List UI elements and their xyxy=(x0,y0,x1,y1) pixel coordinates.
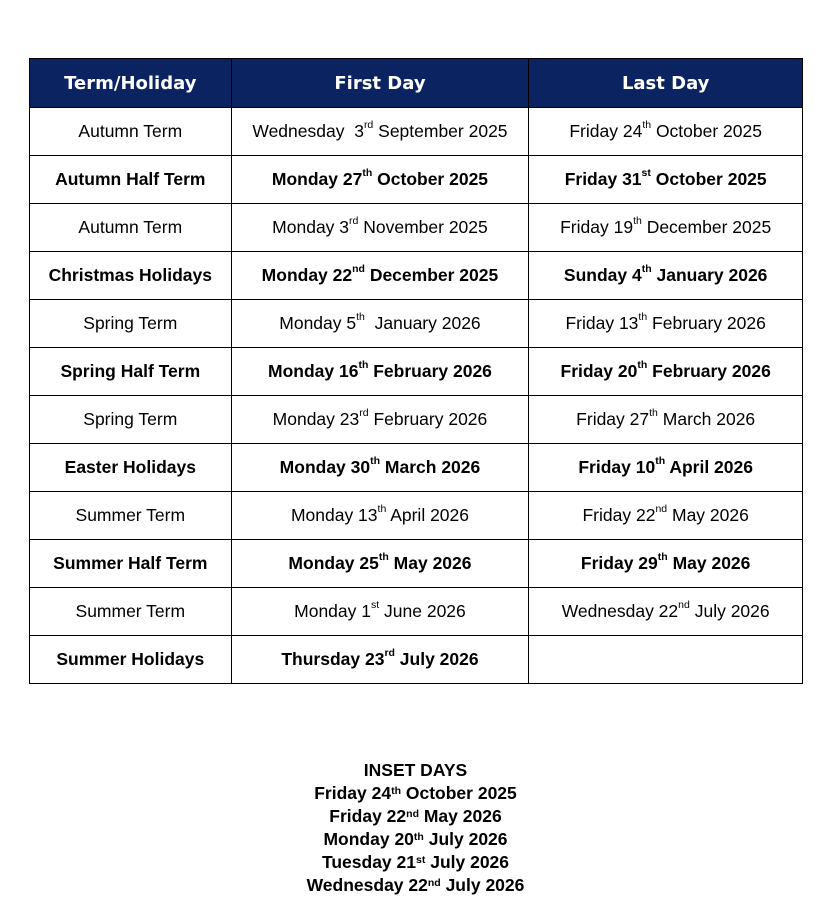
date-text: April 2026 xyxy=(665,457,753,477)
first-day-cell xyxy=(231,108,529,156)
inset-title: INSET DAYS xyxy=(363,760,468,780)
first-day-cell xyxy=(231,588,529,636)
date-text: July 2026 xyxy=(425,852,510,872)
date-text: January 2026 xyxy=(364,313,481,333)
date-text: July 2026 xyxy=(689,601,770,621)
date-ordinal: nd xyxy=(678,599,690,611)
date-text: Monday 16 xyxy=(268,361,359,381)
date-ordinal: th xyxy=(362,167,373,179)
table-body xyxy=(30,108,803,684)
date-text: March 2026 xyxy=(380,457,481,477)
date-text: February 2026 xyxy=(368,361,492,381)
date-text: Monday 27 xyxy=(271,169,363,189)
date-text: Friday 22 xyxy=(329,806,407,826)
date-ordinal: th xyxy=(377,503,387,515)
last-day-cell xyxy=(529,108,803,156)
date-ordinal: st xyxy=(416,854,426,866)
first-day-cell xyxy=(231,204,529,252)
last-day-cell xyxy=(529,348,803,396)
header-first-day: First Day xyxy=(231,59,529,108)
date-text: January 2026 xyxy=(651,265,768,285)
table-row xyxy=(30,492,803,540)
date-text: May 2026 xyxy=(667,553,751,573)
term-name: Spring Half Term xyxy=(30,348,232,396)
table-row xyxy=(30,588,803,636)
table-row xyxy=(30,636,803,684)
last-day-cell xyxy=(529,156,803,204)
term-name: Autumn Term xyxy=(30,204,232,252)
date-text: Friday 20 xyxy=(560,361,638,381)
date-text: Monday 23 xyxy=(272,409,360,429)
date-text: Friday 10 xyxy=(578,457,656,477)
last-day-cell xyxy=(529,636,803,684)
date-text: February 2026 xyxy=(647,361,771,381)
date-ordinal: th xyxy=(638,311,648,323)
last-day-cell xyxy=(529,540,803,588)
date-text: Friday 31 xyxy=(564,169,642,189)
date-text: Friday 13 xyxy=(565,313,639,333)
date-ordinal: th xyxy=(657,551,668,563)
first-day-cell xyxy=(231,396,529,444)
term-name: Summer Half Term xyxy=(30,540,232,588)
first-day-cell xyxy=(231,348,529,396)
last-day-cell xyxy=(529,588,803,636)
table-row xyxy=(30,348,803,396)
header-row xyxy=(30,59,803,108)
date-ordinal: rd xyxy=(363,119,374,131)
date-text: Monday 13 xyxy=(290,505,378,525)
date-text: June 2026 xyxy=(379,601,466,621)
date-text: Monday 20 xyxy=(323,829,414,849)
date-ordinal: th xyxy=(641,263,652,275)
term-name: Spring Term xyxy=(30,396,232,444)
term-name: Autumn Half Term xyxy=(30,156,232,204)
last-day-cell xyxy=(529,204,803,252)
inset-day xyxy=(0,874,831,897)
date-ordinal: th xyxy=(370,455,381,467)
first-day-cell xyxy=(231,540,529,588)
term-name: Summer Term xyxy=(30,588,232,636)
date-ordinal: th xyxy=(358,359,369,371)
table-row xyxy=(30,204,803,252)
first-day-cell xyxy=(231,492,529,540)
last-day-cell xyxy=(529,444,803,492)
date-text: October 2025 xyxy=(650,169,767,189)
date-text: October 2025 xyxy=(372,169,489,189)
date-text: February 2026 xyxy=(647,313,766,333)
date-text: Friday 24 xyxy=(314,783,392,803)
first-day-cell xyxy=(231,636,529,684)
first-day-cell xyxy=(231,156,529,204)
table-row xyxy=(30,444,803,492)
last-day-cell xyxy=(529,492,803,540)
table-row xyxy=(30,396,803,444)
date-ordinal: th xyxy=(378,551,389,563)
date-ordinal: th xyxy=(649,407,658,419)
date-text: November 2025 xyxy=(358,217,488,237)
date-text: Monday 3 xyxy=(272,217,350,237)
date-text: Friday 22 xyxy=(582,505,656,525)
date-text: Wednesday 3 xyxy=(252,121,364,141)
inset-day xyxy=(0,782,831,805)
date-text: Monday 1 xyxy=(294,601,371,621)
date-ordinal: st xyxy=(371,599,380,611)
term-name: Easter Holidays xyxy=(30,444,232,492)
table-row xyxy=(30,156,803,204)
date-text: March 2026 xyxy=(657,409,756,429)
date-ordinal: th xyxy=(413,831,424,843)
header-last-day: Last Day xyxy=(529,59,803,108)
term-name: Christmas Holidays xyxy=(30,252,232,300)
date-ordinal: st xyxy=(641,167,651,179)
date-text: Monday 25 xyxy=(288,553,379,573)
date-ordinal: nd xyxy=(352,263,365,275)
header-term: Term/Holiday xyxy=(30,59,232,108)
date-text: Friday 29 xyxy=(580,553,658,573)
date-ordinal: rd xyxy=(349,215,359,227)
date-ordinal: nd xyxy=(406,808,419,820)
inset-day xyxy=(0,805,831,828)
date-text: September 2025 xyxy=(373,121,508,141)
last-day-cell xyxy=(529,252,803,300)
first-day-cell xyxy=(231,444,529,492)
inset-day xyxy=(0,851,831,874)
date-text: July 2026 xyxy=(440,875,525,895)
inset-day xyxy=(0,828,831,851)
date-text: July 2026 xyxy=(423,829,508,849)
date-text: Monday 22 xyxy=(261,265,353,285)
first-day-cell xyxy=(231,252,529,300)
date-text: Friday 24 xyxy=(569,121,643,141)
date-text: Wednesday 22 xyxy=(561,601,679,621)
date-text: Sunday 4 xyxy=(563,265,642,285)
last-day-cell xyxy=(529,300,803,348)
date-ordinal: rd xyxy=(384,647,395,659)
term-name: Autumn Term xyxy=(30,108,232,156)
term-name: Summer Holidays xyxy=(30,636,232,684)
date-text: December 2025 xyxy=(364,265,499,285)
date-ordinal: th xyxy=(356,311,365,323)
date-text: Monday 30 xyxy=(279,457,371,477)
inset-days xyxy=(0,759,831,897)
date-text: Thursday 23 xyxy=(281,649,385,669)
first-day-cell xyxy=(231,300,529,348)
date-text: May 2026 xyxy=(418,806,502,826)
date-text: July 2026 xyxy=(394,649,479,669)
date-text: February 2026 xyxy=(368,409,488,429)
date-ordinal: rd xyxy=(359,407,369,419)
date-text: May 2026 xyxy=(388,553,472,573)
date-ordinal: nd xyxy=(655,503,668,515)
date-text: Friday 19 xyxy=(560,217,634,237)
date-ordinal: th xyxy=(633,215,642,227)
date-text: Monday 5 xyxy=(279,313,357,333)
date-text: Tuesday 21 xyxy=(321,852,416,872)
date-ordinal: th xyxy=(637,359,648,371)
table-row xyxy=(30,252,803,300)
date-ordinal: th xyxy=(391,785,402,797)
date-text: May 2026 xyxy=(667,505,749,525)
date-text: Wednesday 22 xyxy=(306,875,428,895)
term-name: Spring Term xyxy=(30,300,232,348)
date-text: October 2025 xyxy=(651,121,762,141)
term-name: Summer Term xyxy=(30,492,232,540)
date-text: Friday 27 xyxy=(576,409,650,429)
inset-day-list xyxy=(0,782,831,897)
last-day-cell xyxy=(529,396,803,444)
date-text: April 2026 xyxy=(386,505,469,525)
table-row xyxy=(30,300,803,348)
date-text: December 2025 xyxy=(641,217,772,237)
date-text: October 2025 xyxy=(401,783,517,803)
date-ordinal: nd xyxy=(427,877,441,889)
term-dates-table xyxy=(29,58,803,684)
date-ordinal: th xyxy=(655,455,666,467)
table-row xyxy=(30,108,803,156)
date-ordinal: th xyxy=(642,119,652,131)
table-row xyxy=(30,540,803,588)
